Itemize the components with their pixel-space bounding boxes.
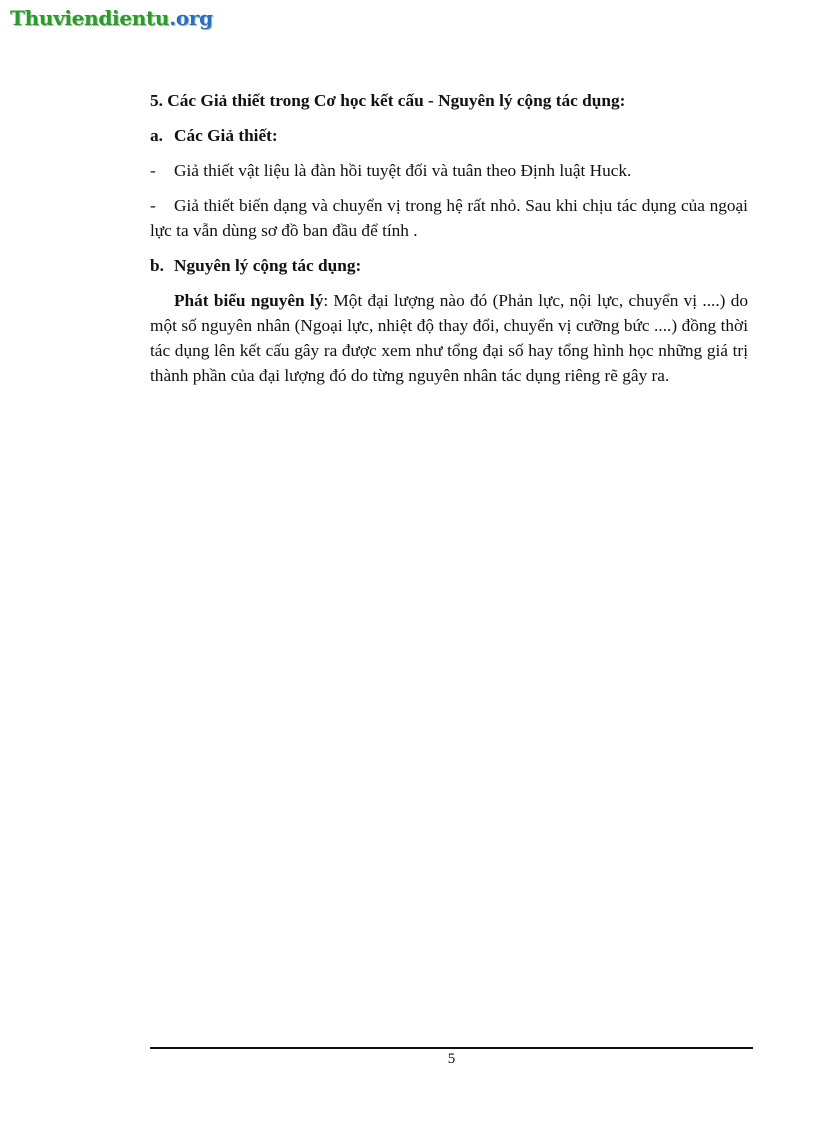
principle-paragraph bbox=[150, 288, 748, 388]
page-number: 5 bbox=[447, 1051, 456, 1067]
principle-text: : Một đại lượng nào đó (Phản lực, nội lực, chuyển vị ....) do một số nguyên nhân (Ngoại lực, nhiệt độ thay đổi, chuyển vị cưỡng bức ....) đồng thời tác dụng lên kết cấu gây ra được xem như tổng đại số hay tổng hình học những giá trị thành phần của đại lượng đó do từng nguyên nhân tác dụng riêng rẽ gây ra. bbox=[150, 291, 748, 385]
subsection-a-heading bbox=[150, 123, 748, 148]
subsection-a-title: Các Giả thiết: bbox=[174, 126, 278, 145]
page-content bbox=[150, 88, 748, 388]
assumption-item bbox=[150, 193, 748, 243]
bullet-dash: - bbox=[150, 196, 156, 215]
subsection-b-title: Nguyên lý cộng tác dụng: bbox=[174, 256, 362, 275]
principle-lead: Phát biểu nguyên lý bbox=[174, 291, 324, 310]
subsection-b-letter: b. bbox=[150, 256, 164, 275]
section-heading: 5. Các Giả thiết trong Cơ học kết cấu - Nguyên lý cộng tác dụng: bbox=[150, 91, 626, 110]
assumption-item bbox=[150, 158, 748, 183]
bullet-dash: - bbox=[150, 161, 156, 180]
watermark-tld: .org bbox=[169, 6, 213, 30]
watermark-name: Thuviendientu bbox=[10, 6, 170, 30]
subsection-b-heading bbox=[150, 253, 748, 278]
assumption-text: Giả thiết biến dạng và chuyển vị trong hệ rất nhỏ. Sau khi chịu tác dụng của ngoại lực ta vẫn dùng sơ đồ ban đầu để tính . bbox=[150, 196, 748, 240]
site-watermark-logo bbox=[10, 6, 213, 30]
subsection-a-letter: a. bbox=[150, 126, 163, 145]
assumption-text: Giả thiết vật liệu là đàn hồi tuyệt đối và tuân theo Định luật Huck. bbox=[174, 161, 632, 180]
